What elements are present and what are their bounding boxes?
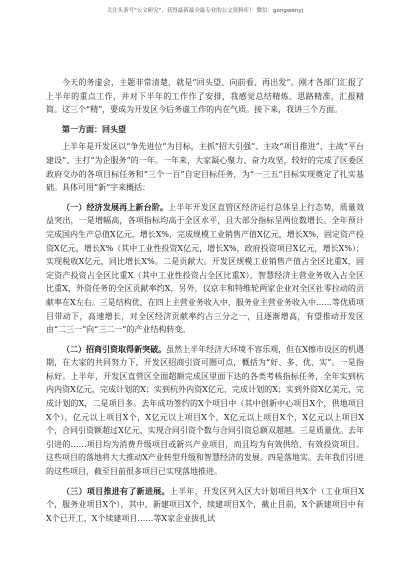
section-heading: 第一方面：回头望 [62,123,126,134]
item-investment-paragraph [46,343,364,479]
item-projects-body: 上半年，开发区列入区大计划项目共X个（工业项目X个，服务业项目X个），其中，新建项目X个，续建项目X个，截止目前，X个新建项目中有X个已开工，X个续建项目……等X家企业拔扎试 [46,486,365,523]
item-investment-body: 虽然上半年经济大环境不容乐观，但在X擦市设区的机遇期，在大家的共同努力下，开发区招商引资可圈可点，概括为“好、多、优、实”。一是指标好。上半年，开发区直管区全面超额完成区里面下达的各类考核指标任务，全年实到杭内内资X亿元，完成计划的X；实到杭外内资X亿元，完成计划的X；实到外资X亿美元，完成计划的X，二是项目多。去年成功签约的X个项目中（其中创新中心项目X个，供地项目X个），亿元以上项目X个，X亿元以上项目X个，X亿元以上项目X个，X亿元以上项目X个，合同引资额超过X亿元，实现合同引资个数与合同引资总额双超越。三是质量优。去年引进的……项目均为消费升级项目或新兴产业项目，而且均为有效供给、有效投资项目。这些项目的落地将大大推动X产业转型升级和智慧经济的发展。四是落地实。去年我们引进的这些项目，截至目前很多项目已实现落地推进。 [46,344,364,477]
item-investment-title: （二）招商引资取得新突破。 [62,343,167,354]
intro-paragraph: 今天的务虚会，主题非常清楚，就是“回头望、向前看、再出发”。刚才各部门汇报了上半年的重点工作，并对下半年的工作作了安排，我感觉总结精炼、思路精准，汇报精简。这三个“精”，要成为开发区今后务虚工作的内在气质。接下来，我讲三个方面。 [46,78,364,115]
item-projects-title: （三）项目推进有了新进展。 [62,485,170,496]
header-banner: 关注头条号"公文研究"，获得最新最全最专业的公文资料库！ 微信：gongwenyj [106,8,304,14]
item-economy-title: （一）经济发展再上新台阶。 [62,201,169,212]
document-body [46,76,364,525]
item-economy-paragraph [46,201,364,337]
item-economy-body: 上半年开发区直管区经济运行总体呈上行态势，质量效益突出，一是增幅高，各项指标均高于全区水平，且大部分指标呈两位数增长。全年预计完成国内生产总值X亿元，增长X%，完成规模工业销售产值X亿元，增长X%，固定资产投资X亿元，增长X%（其中工业性投资X亿元，增长X%，政府投资项目X亿元，增长X%）；实现税收X亿元，同比增长X%。二是贡献大。开发区规模工业销售产值占全区比重X，固定资产投资占全区比重X（其中工业性投资占全区比重X），智慧经济主营业务收入占全区比重X，外资任务的全区贡献率约X，另外，仪京丰和特维轮两家企业对全区社零拉动的贡献率在X左右。三是结构优，在四上主营业务收入中，服务业主营业务收入中……等优质项目带动下，高速增长，对全区经济贡献率约占三分之一，且逐渐增高，有望推动开发区由“二三一”向“三二一”的产业结构转变。 [46,202,365,335]
item-projects-paragraph [46,485,364,526]
section-intro-paragraph: 上半年是开发区以“争先进位”为目标，主抓“招大引强”、主攻“项目推进”、主战“平台建设”、主打“为企服务”的一年。一年来，大家凝心聚力、奋力攻坚，较好的完成了区委区政府交办的各项目标任务和“三个一百”自定目标任务，为“一三五”目标实现奠定了扎实基础。具体可用“新”字来概括： [46,142,364,193]
